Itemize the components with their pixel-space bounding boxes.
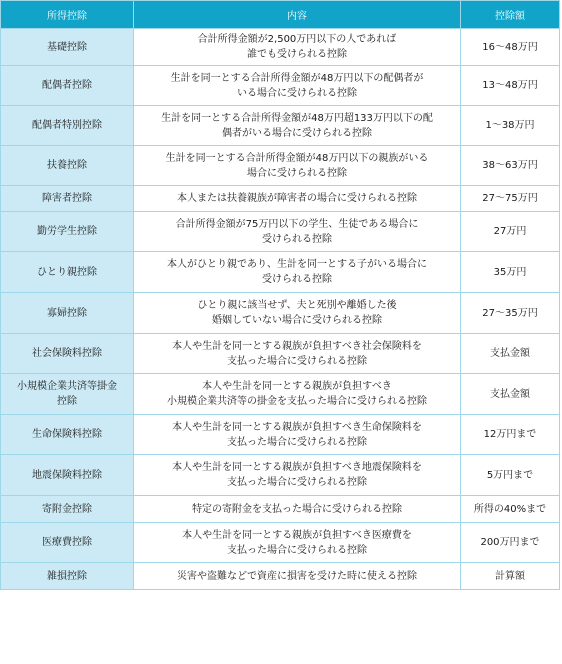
deduction-amount: 16〜48万円 <box>461 29 560 66</box>
table-row <box>1 212 560 252</box>
deduction-name: 雑損控除 <box>1 563 134 590</box>
deduction-amount: 12万円まで <box>461 415 560 455</box>
deduction-content <box>134 455 461 496</box>
deduction-amount: 支払金額 <box>461 334 560 374</box>
deduction-content <box>134 186 461 212</box>
deduction-content <box>134 334 461 374</box>
deduction-content <box>134 252 461 293</box>
deduction-name: 医療費控除 <box>1 523 134 563</box>
deduction-content <box>134 212 461 252</box>
deduction-content-line: 合計所得金額が75万円以下の学生、生徒である場合に <box>175 218 419 230</box>
deduction-name: 寡婦控除 <box>1 293 134 334</box>
deduction-amount: 計算額 <box>461 563 560 590</box>
deduction-amount: 13〜48万円 <box>461 66 560 106</box>
table-row <box>1 66 560 106</box>
deduction-amount: 27〜75万円 <box>461 186 560 212</box>
deduction-content-line: 特定の寄附金を支払った場合に受けられる控除 <box>192 503 402 515</box>
deduction-content <box>134 66 461 106</box>
deduction-content-line: 場合に受けられる控除 <box>247 167 347 179</box>
table-row <box>1 334 560 374</box>
deduction-content <box>134 523 461 563</box>
deduction-name: 配偶者控除 <box>1 66 134 106</box>
deduction-name: 生命保険料控除 <box>1 415 134 455</box>
header-amount: 控除額 <box>461 1 560 29</box>
deduction-name: 地震保険料控除 <box>1 455 134 496</box>
deduction-content <box>134 29 461 66</box>
deduction-content <box>134 415 461 455</box>
deduction-amount: 27万円 <box>461 212 560 252</box>
deduction-content-line: 支払った場合に受けられる控除 <box>227 477 367 488</box>
table-row <box>1 496 560 523</box>
deduction-content-line: 生計を同一とする合計所得金額が48万円以下の配偶者が <box>170 72 424 84</box>
deduction-amount: 支払金額 <box>461 374 560 415</box>
deduction-content-line: 受けられる控除 <box>262 274 332 285</box>
deduction-content-line: 支払った場合に受けられる控除 <box>227 436 367 448</box>
table-row <box>1 523 560 563</box>
deduction-name-line: 控除 <box>57 396 77 407</box>
header-row <box>1 1 560 29</box>
deduction-amount: 5万円まで <box>461 455 560 496</box>
deduction-content-line: 本人や生計を同一とする親族が負担すべき医療費を <box>182 529 412 541</box>
deduction-name-line: 小規模企業共済等掛金 <box>17 381 117 392</box>
deduction-name: ひとり親控除 <box>1 252 134 293</box>
header-content: 内容 <box>134 1 461 29</box>
deduction-content <box>134 496 461 523</box>
table-body <box>1 29 560 590</box>
table-row <box>1 146 560 186</box>
deduction-content-line: 支払った場合に受けられる控除 <box>227 544 367 556</box>
deduction-content <box>134 293 461 334</box>
deduction-content <box>134 563 461 590</box>
deduction-content-line: 生計を同一とする合計所得金額が48万円以下の親族がいる <box>165 152 429 164</box>
deduction-content-line: 受けられる控除 <box>262 233 332 245</box>
deduction-content-line: 合計所得金額が2,500万円以下の人であれば <box>197 34 397 45</box>
deduction-content <box>134 374 461 415</box>
deduction-name: 配偶者特別控除 <box>1 106 134 146</box>
deduction-name: 勤労学生控除 <box>1 212 134 252</box>
deduction-content-line: 本人または扶養親族が障害者の場合に受けられる控除 <box>177 193 417 204</box>
deduction-name <box>1 374 134 415</box>
table-row <box>1 106 560 146</box>
table-row <box>1 455 560 496</box>
deduction-name: 社会保険料控除 <box>1 334 134 374</box>
deduction-name: 扶養控除 <box>1 146 134 186</box>
deduction-content-line: 本人や生計を同一とする親族が負担すべき <box>202 381 392 392</box>
deduction-amount: 所得の40%まで <box>461 496 560 523</box>
table-row <box>1 415 560 455</box>
table-row <box>1 29 560 66</box>
table-row <box>1 374 560 415</box>
deduction-content-line: 本人や生計を同一とする親族が負担すべき地震保険料を <box>172 462 422 473</box>
table-row <box>1 252 560 293</box>
deduction-amount: 200万円まで <box>461 523 560 563</box>
table-row <box>1 186 560 212</box>
deduction-content-line: いる場合に受けられる控除 <box>237 87 357 99</box>
deduction-content-line: 婚姻していない場合に受けられる控除 <box>212 315 382 326</box>
deduction-amount: 27〜35万円 <box>461 293 560 334</box>
deduction-content-line: 小規模企業共済等の掛金を支払った場合に受けられる控除 <box>167 396 427 407</box>
deduction-content <box>134 106 461 146</box>
deduction-content-line: 偶者がいる場合に受けられる控除 <box>222 127 372 139</box>
deduction-name: 寄附金控除 <box>1 496 134 523</box>
deduction-content-line: 生計を同一とする合計所得金額が48万円超133万円以下の配 <box>161 112 433 124</box>
deduction-content <box>134 146 461 186</box>
deduction-content-line: 本人がひとり親であり、生計を同一とする子がいる場合に <box>167 259 427 270</box>
deduction-content-line: 本人や生計を同一とする親族が負担すべき社会保険料を <box>172 340 422 352</box>
deduction-content-line: 支払った場合に受けられる控除 <box>227 355 367 367</box>
deduction-content-line: 本人や生計を同一とする親族が負担すべき生命保険料を <box>172 421 422 433</box>
deduction-content-line: 災害や盗難などで資産に損害を受けた時に使える控除 <box>177 570 417 582</box>
deduction-name: 基礎控除 <box>1 29 134 66</box>
deduction-amount: 35万円 <box>461 252 560 293</box>
table-row <box>1 563 560 590</box>
deduction-content-line: ひとり親に該当せず、夫と死別や離婚した後 <box>197 300 397 311</box>
deduction-content-line: 誰でも受けられる控除 <box>247 49 347 60</box>
deduction-amount: 38〜63万円 <box>461 146 560 186</box>
table-row <box>1 293 560 334</box>
deduction-name: 障害者控除 <box>1 186 134 212</box>
deduction-amount: 1〜38万円 <box>461 106 560 146</box>
header-deduction: 所得控除 <box>1 1 134 29</box>
